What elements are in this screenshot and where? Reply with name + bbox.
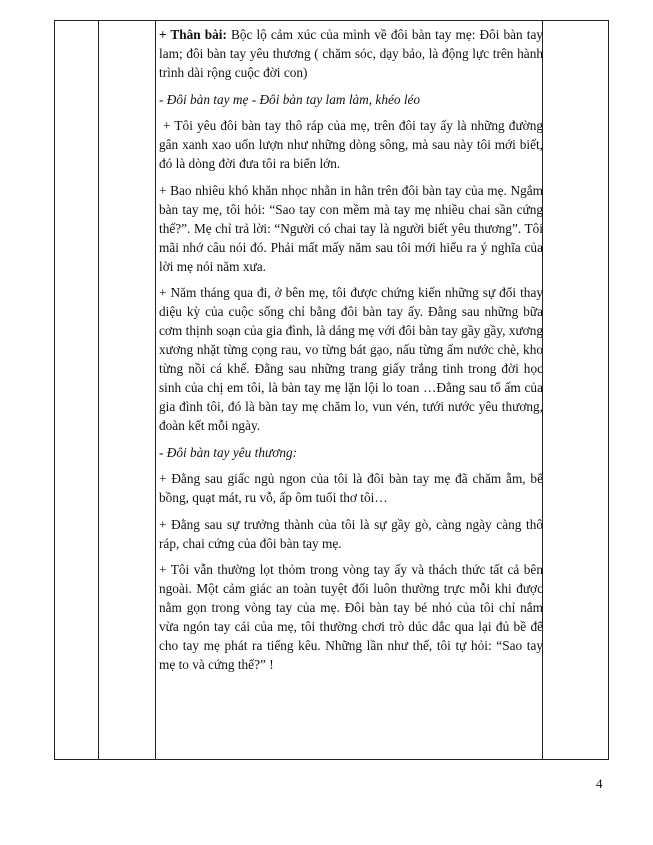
section2-paragraph: + Đằng sau sự trưởng thành của tôi là sự gầy gò, càng ngày càng thô ráp, chai cứng của đôi bàn tay mẹ. — [159, 516, 543, 551]
section2-paragraph: + Đằng sau giấc ngủ ngon của tôi là đôi bàn tay mẹ đã chăm ẵm, bế bồng, quạt mát, ru vỗ, ấp ôm tuổi thơ tôi… — [159, 471, 543, 505]
section2-paragraph: + Tôi vẫn thường lọt thỏm trong vòng tay ấy và thách thức tất cả bên ngoài. Một cảm giác an toàn tuyệt đối luôn thường trực mỗi khi được nằm gọn trong vòng tay của mẹ. Đôi bàn tay bé nhỏ của tôi chỉ nắm vừa ngón tay cái của mẹ, tôi thường chơi trò dúc dắc qua lại đủ bề để cho tay mẹ phát ra tiếng kêu. Những lần như thế, tôi tự hỏi: “Sao tay mẹ to và cứng thế?” ! — [159, 562, 543, 672]
intro-text: Bộc lộ cảm xúc của mình về đôi bàn tay mẹ: Đôi bàn tay lam; đôi bàn tay yêu thương ( chăm sóc, dạy bảo, là động lực trên hành trình dài rộng cuộc đời con) — [159, 27, 543, 80]
section1-heading: - Đôi bàn tay mẹ - Đôi bàn tay lam làm, khéo léo — [159, 91, 421, 107]
intro-paragraph — [159, 25, 543, 82]
column-divider — [155, 21, 156, 759]
section2-heading: - Đôi bàn tay yêu thương: — [159, 444, 298, 460]
column-divider — [98, 21, 99, 759]
section1-paragraph: + Bao nhiêu khó khăn nhọc nhằn in hằn trên đôi bàn tay của mẹ. Ngắm bàn tay mẹ, tôi hỏi: “Sao tay con mềm mà tay mẹ nhiều chai sần cứng thế?”. Mẹ chỉ trả lời: “Người có chai tay là người biết yêu thương”. Tôi mãi nhớ câu nói đó. Phải mất mấy năm sau tôi mới hiểu ra ý nghĩa của lời mẹ nói năm xưa. — [159, 182, 543, 274]
section1-paragraph: + Tôi yêu đôi bàn tay thô ráp của mẹ, trên đôi tay ấy là những đường gân xanh xao uốn lượn như những dòng sông, mà sau này tôi mới biết, đó là dòng đời đưa tôi ra biển lớn. — [159, 118, 543, 171]
intro-label: + Thân bài: — [159, 27, 227, 42]
section1-paragraph: + Năm tháng qua đi, ở bên mẹ, tôi được chứng kiến những sự đổi thay diệu kỳ của cuộc sống chỉ bằng đôi bàn tay ấy. Đằng sau những bữa cơm thịnh soạn của gia đình, là dáng mẹ với đôi bàn tay gầy gầy, xương xương nhặt từng cọng rau, vo từng bát gạo, nấu từng ấm nước chè, kho từng nồi cá khế. Đằng sau những trang giấy trắng tinh trong đời học sinh của chị em tôi, là bàn tay mẹ lặn lội lo toan …Đằng sau tổ ấm của gia đình tôi, đó là bàn tay mẹ chăm lo, vun vén, tưới nước yêu thương, đoàn kết mỗi ngày. — [159, 285, 543, 433]
lesson-table — [54, 20, 609, 760]
page-number: 4 — [596, 776, 603, 791]
content-cell — [159, 25, 543, 682]
